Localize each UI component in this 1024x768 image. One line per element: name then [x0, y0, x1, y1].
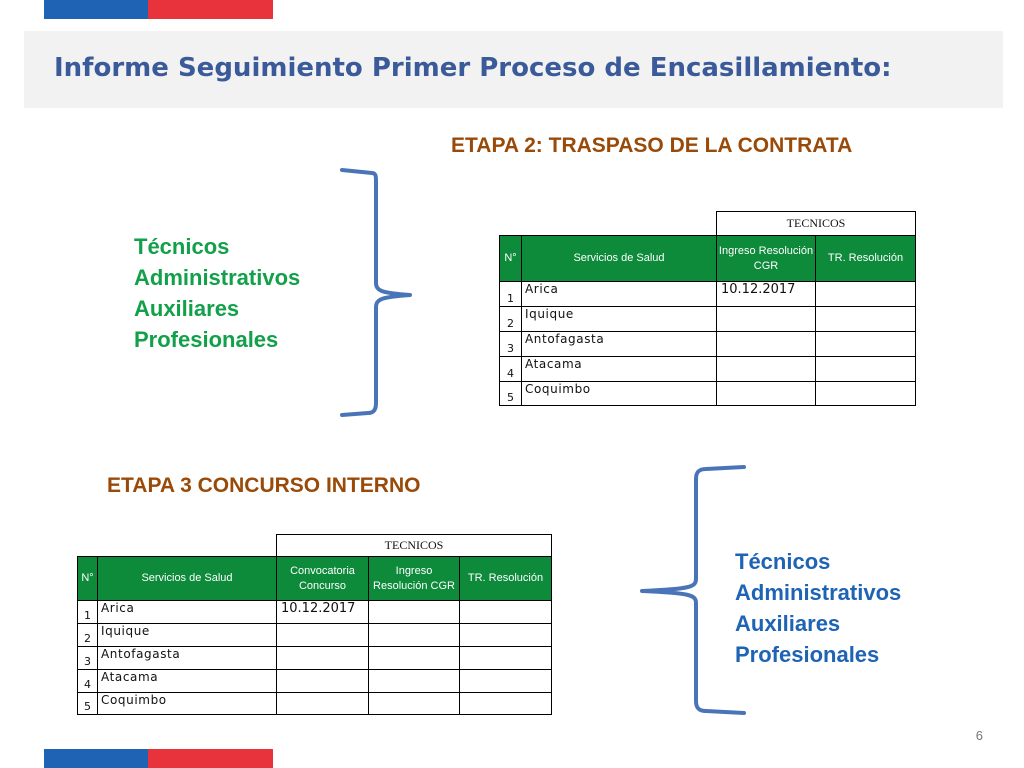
etapa2-category-list: [134, 231, 300, 355]
table-row: [78, 601, 552, 624]
empty-cell: [816, 382, 916, 406]
etapa2-title: ETAPA 2: TRASPASO DE LA CONTRATA: [451, 134, 853, 157]
header-convocatoria: Convocatoria Concurso: [277, 557, 369, 601]
service-name: Antofagasta: [98, 647, 277, 670]
service-name: Arica: [522, 282, 717, 307]
row-number: 1: [78, 601, 98, 624]
empty-cell: [460, 601, 552, 624]
row-number: 5: [78, 693, 98, 715]
row-number: 4: [78, 670, 98, 693]
date-cell: [717, 382, 816, 406]
row-number: 2: [78, 624, 98, 647]
left-brace-icon: [636, 461, 751, 721]
page-number: 6: [975, 728, 983, 743]
etapa3-title: ETAPA 3 CONCURSO INTERNO: [107, 474, 421, 497]
row-number: 3: [500, 332, 522, 357]
service-name: Antofagasta: [522, 332, 717, 357]
empty-cell: [816, 307, 916, 332]
etapa3-category-list: [735, 546, 901, 670]
table-corner: [78, 535, 277, 557]
bottom-flag-red: [148, 749, 273, 768]
table-row: [500, 307, 916, 332]
empty-cell: [460, 647, 552, 670]
row-number: 3: [78, 647, 98, 670]
table-row: [78, 624, 552, 647]
date-cell: 10.12.2017: [277, 601, 369, 624]
date-cell: [717, 357, 816, 382]
empty-cell: [369, 670, 460, 693]
header-number: N°: [78, 557, 98, 601]
table-row: [78, 647, 552, 670]
etapa2-table: [499, 211, 916, 406]
table-row: [500, 282, 916, 307]
empty-cell: [369, 601, 460, 624]
empty-cell: [816, 332, 916, 357]
table-super-header: TECNICOS: [277, 535, 552, 557]
header-number: N°: [500, 236, 522, 282]
empty-cell: [816, 357, 916, 382]
header-ingreso: Ingreso Resolución CGR: [717, 236, 816, 282]
header-tr-resolucion: TR. Resolución: [816, 236, 916, 282]
etapa3-table: [77, 534, 552, 715]
date-cell: [717, 332, 816, 357]
top-flag-blue: [44, 0, 148, 19]
table-row: [500, 357, 916, 382]
page-title: Informe Seguimiento Primer Proceso de Encasillamiento:: [54, 53, 892, 83]
header-ingreso: Ingreso Resolución CGR: [369, 557, 460, 601]
category-item: Administrativos: [735, 580, 902, 605]
date-cell: [277, 647, 369, 670]
service-name: Iquique: [522, 307, 717, 332]
row-number: 4: [500, 357, 522, 382]
empty-cell: [460, 670, 552, 693]
empty-cell: [369, 693, 460, 715]
service-name: Atacama: [98, 670, 277, 693]
service-name: Coquimbo: [98, 693, 277, 715]
header-service: Servicios de Salud: [522, 236, 717, 282]
table-super-header: TECNICOS: [717, 212, 916, 236]
category-item: Profesionales: [735, 642, 880, 667]
top-flag-red: [148, 0, 273, 19]
empty-cell: [369, 647, 460, 670]
category-item: Profesionales: [134, 327, 279, 352]
category-item: Técnicos: [735, 549, 831, 574]
category-item: Técnicos: [134, 234, 230, 259]
empty-cell: [460, 693, 552, 715]
empty-cell: [816, 282, 916, 307]
right-brace-icon: [338, 165, 418, 420]
table-row: [78, 693, 552, 715]
row-number: 1: [500, 282, 522, 307]
empty-cell: [460, 624, 552, 647]
date-cell: [717, 307, 816, 332]
date-cell: 10.12.2017: [717, 282, 816, 307]
service-name: Arica: [98, 601, 277, 624]
table-row: [78, 670, 552, 693]
table-row: [500, 332, 916, 357]
row-number: 5: [500, 382, 522, 406]
category-item: Administrativos: [134, 265, 301, 290]
date-cell: [277, 624, 369, 647]
category-item: Auxiliares: [735, 611, 841, 636]
title-bar: [24, 31, 1003, 108]
date-cell: [277, 670, 369, 693]
service-name: Iquique: [98, 624, 277, 647]
header-tr-resolucion: TR. Resolución: [460, 557, 552, 601]
header-service: Servicios de Salud: [98, 557, 277, 601]
table-corner: [500, 212, 717, 236]
empty-cell: [369, 624, 460, 647]
table-row: [500, 382, 916, 406]
service-name: Coquimbo: [522, 382, 717, 406]
bottom-flag-blue: [44, 749, 148, 768]
service-name: Atacama: [522, 357, 717, 382]
date-cell: [277, 693, 369, 715]
row-number: 2: [500, 307, 522, 332]
category-item: Auxiliares: [134, 296, 240, 321]
